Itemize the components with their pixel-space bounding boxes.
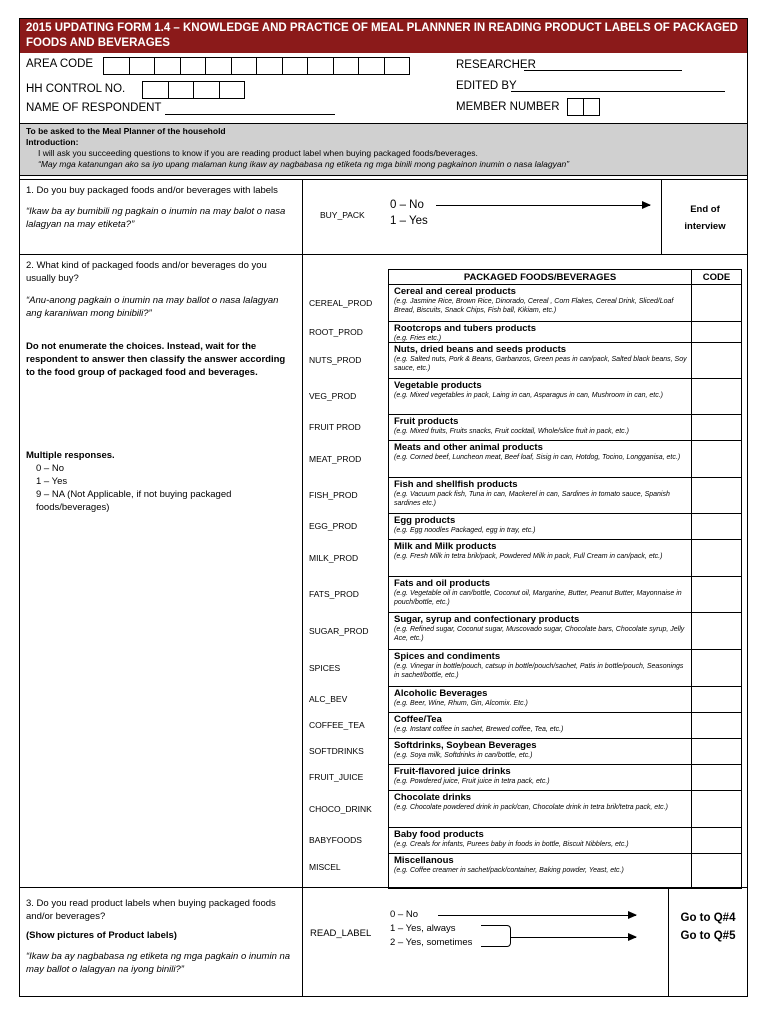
code-cell[interactable]	[692, 739, 741, 765]
intro-translation: “May mga katanungan ako sa iyo upang malaman kung ikaw ay nagbabasa ng etiketa ng mga binili mong pagkainon inumin o nasa lalagyan”	[38, 159, 570, 169]
code-cell[interactable]	[692, 322, 741, 343]
food-group-variable: FRUIT PROD	[309, 422, 361, 432]
food-group-variable: CHOCO_DRINK	[309, 803, 372, 814]
survey-form	[19, 18, 748, 997]
food-group-row	[389, 613, 741, 650]
q1-options	[390, 197, 428, 229]
code-cell[interactable]	[692, 379, 741, 415]
food-group-examples: (e.g. Mixed vegetables in pack, Laing in can, Asparagus in can, Mushroom in can, etc.)	[394, 392, 663, 399]
intro-audience: To be asked to the Meal Planner of the household	[26, 126, 226, 136]
q3-variable: READ_LABEL	[310, 928, 372, 939]
researcher-label: RESEARCHER	[456, 59, 536, 71]
packaged-foods-table	[388, 269, 742, 889]
q1-block	[26, 184, 296, 231]
food-group-examples: (e.g. Powdered juice, Fruit juice in tetra pack, etc.)	[394, 778, 550, 785]
q2-option-yes: 1 – Yes	[36, 476, 68, 487]
q2-text: 2. What kind of packaged foods and/or beverages do you usually buy?	[26, 260, 267, 284]
food-group-variable: FRUIT_JUICE	[309, 772, 364, 782]
code-cell[interactable]	[692, 713, 741, 739]
food-group-row	[389, 343, 741, 379]
introduction	[20, 123, 747, 176]
food-group-variable: NUTS_PROD	[309, 355, 362, 365]
food-group-row	[389, 687, 741, 713]
goto-q5: Go to Q#5	[680, 930, 736, 942]
food-group-row	[389, 415, 741, 441]
goto-q4: Go to Q#4	[680, 912, 736, 924]
food-group-examples: (e.g. Vacuum pack fish, Tuna in can, Mackerel in can, Sardines in tomato sauce, Spanish sardines etc.)	[394, 491, 670, 507]
bracket-icon	[481, 925, 511, 947]
code-cell[interactable]	[692, 791, 741, 828]
food-group-row	[389, 650, 741, 687]
food-group-examples: (e.g. Salted nuts, Pork & Beans, Garbanzos, Green peas in can/pack, Salted black beans, Soy sauce, etc.)	[394, 356, 687, 372]
code-cell[interactable]	[692, 650, 741, 687]
q3-option-no[interactable]: 0 – No	[390, 909, 418, 920]
q2-block	[26, 259, 296, 514]
q1-variable: BUY_PACK	[320, 210, 365, 220]
food-group-row	[389, 478, 741, 514]
food-group-row	[389, 379, 741, 415]
food-group-name: Cereal and cereal products	[394, 286, 516, 297]
q2-instruction: Do not enumerate the choices. Instead, wait for the respondent to answer then classify the answer according to the food group of packaged food and beverages.	[26, 341, 286, 378]
food-group-name: Rootcrops and tubers products	[394, 323, 536, 334]
food-group-examples: (e.g. Vegetable oil in can/bottle, Coconut oil, Margarine, Butter, Peanut Butter, Mayonnaise in pouch/bottle, etc.)	[394, 590, 682, 606]
food-group-examples: (e.g. Jasmine Rice, Brown Rice, Dinorado, Cereal , Corn Flakes, Cereal Drink, Sliced/Loaf Bread, Biscuits, Snack Chips, Fish ball, Kikiam, etc.)	[394, 298, 674, 314]
food-group-examples: (e.g. Beer, Wine, Rhum, Gin, Alcomix. Etc.)	[394, 700, 528, 707]
q3-option-always[interactable]: 1 – Yes, always	[390, 923, 456, 934]
food-group-name: Softdrinks, Soybean Beverages	[394, 740, 537, 751]
food-group-examples: (e.g. Soya milk, Softdrinks in can/bottle, etc.)	[394, 752, 533, 759]
food-group-name: Nuts, dried beans and seeds products	[394, 344, 567, 355]
q2-option-na: 9 – NA (Not Applicable, if not buying packaged foods/beverages)	[36, 489, 232, 513]
q3-option-sometimes[interactable]: 2 – Yes, sometimes	[390, 937, 473, 948]
food-group-name: Fruit products	[394, 416, 459, 427]
food-group-examples: (e.g. Fries etc.)	[394, 335, 442, 342]
q2-multiple-label: Multiple responses.	[26, 450, 115, 461]
food-group-variable: COFFEE_TEA	[309, 720, 365, 730]
edited-by-label: EDITED BY	[456, 80, 517, 92]
q3-skip-instructions	[672, 909, 744, 945]
code-cell[interactable]	[692, 478, 741, 514]
food-group-name: Spices and condiments	[394, 651, 501, 662]
food-group-row	[389, 577, 741, 613]
food-group-variable: ALC_BEV	[309, 694, 348, 704]
food-group-variable: MILK_PROD	[309, 552, 359, 563]
code-cell[interactable]	[692, 687, 741, 713]
food-group-name: Fats and oil products	[394, 578, 491, 589]
hh-control-label: HH CONTROL NO.	[26, 83, 126, 95]
area-code-label: AREA CODE	[26, 58, 94, 70]
end-interview-note: End of interview	[684, 204, 726, 232]
food-group-examples: (e.g. Creals for infants, Purees baby in foods in bottle, Biscuit Nibblers, etc.)	[394, 841, 629, 848]
respondent-field[interactable]	[165, 114, 335, 115]
food-group-examples: (e.g. Corned beef, Luncheon meat, Beef loaf, Sisig in can, Hotdog, Tocino, Longganisa, etc.)	[394, 454, 681, 461]
code-cell[interactable]	[692, 415, 741, 441]
code-cell[interactable]	[692, 343, 741, 379]
code-cell[interactable]	[692, 285, 741, 322]
code-cell[interactable]	[692, 854, 741, 881]
intro-text: I will ask you succeeding questions to know if you are reading product label when buying packaged foods/beverages.	[38, 148, 478, 158]
food-group-row	[389, 285, 741, 322]
q1-option-no[interactable]: 0 – No	[390, 199, 424, 211]
food-group-variable: MISCEL	[309, 861, 341, 872]
food-group-examples: (e.g. Mixed fruits, Fruits snacks, Fruit cocktail, Whole/slice fruit in pack, etc.)	[394, 428, 629, 435]
food-group-examples: (e.g. Instant coffee in sachet, Brewed coffee, Tea, etc.)	[394, 726, 564, 733]
food-group-name: Fruit-flavored juice drinks	[394, 766, 511, 777]
food-group-name: Chocolate drinks	[394, 792, 472, 803]
food-group-variable: ROOT_PROD	[309, 326, 363, 337]
q1-text: 1. Do you buy packaged foods and/or beverages with labels	[26, 185, 278, 196]
food-group-variable: BABYFOODS	[309, 835, 362, 845]
food-group-name: Meats and other animal products	[394, 442, 543, 453]
food-group-row	[389, 441, 741, 478]
food-group-name: Vegetable products	[394, 380, 482, 391]
q1-translation: “Ikaw ba ay bumibili ng pagkain o inumin na may balot o nasa lalagyan na may etiketa?”	[26, 206, 286, 230]
code-cell[interactable]	[692, 577, 741, 613]
area-code-boxes[interactable]	[103, 57, 409, 75]
food-group-name: Milk and Milk products	[394, 541, 497, 552]
food-group-variable: SOFTDRINKS	[309, 746, 364, 756]
food-group-examples: (e.g. Coffee creamer in sachet/pack/container, Baking powder, Yeast, etc.)	[394, 867, 624, 874]
food-group-row	[389, 540, 741, 577]
code-cell[interactable]	[692, 613, 741, 650]
food-group-name: Alcoholic Beverages	[394, 688, 488, 699]
q3-text: 3. Do you read product labels when buying packaged foods and/or beverages?	[26, 898, 276, 922]
food-group-examples: (e.g. Fresh Milk in tetra brik/pack, Powdered Milk in pack, Full Cream in can/pack, etc.)	[394, 553, 663, 560]
food-group-variable: FISH_PROD	[309, 490, 358, 500]
food-group-variable: VEG_PROD	[309, 391, 357, 401]
code-cell[interactable]	[692, 828, 741, 854]
q3-block	[26, 897, 296, 976]
food-group-row	[389, 854, 741, 881]
food-group-variable: SUGAR_PROD	[309, 625, 369, 636]
q2-option-no: 0 – No	[36, 463, 64, 474]
member-number-label: MEMBER NUMBER	[456, 101, 560, 113]
food-group-name: Coffee/Tea	[394, 714, 442, 725]
respondent-label: NAME OF RESPONDENT	[26, 102, 162, 114]
food-group-name: Miscellanous	[394, 855, 454, 866]
food-group-examples: (e.g. Refined sugar, Coconut sugar, Muscovado sugar, Chocolate bars, Chocolate syrup, Jelly Ace, etc.)	[394, 626, 685, 642]
food-group-variable: SPICES	[309, 662, 341, 673]
q2-translation: “Anu-anong pagkain o inumin na may ballot o nasa lalagyan ang karaniwan mong binibili?”	[26, 295, 279, 319]
food-group-variable: CEREAL_PROD	[309, 297, 373, 308]
food-group-variable: MEAT_PROD	[309, 453, 362, 464]
arrow-icon	[438, 915, 636, 916]
food-group-row	[389, 791, 741, 828]
intro-heading: Introduction:	[26, 137, 79, 147]
code-cell[interactable]	[692, 540, 741, 577]
code-cell[interactable]	[692, 765, 741, 791]
food-group-variable: EGG_PROD	[309, 521, 358, 531]
member-number-boxes[interactable]	[567, 98, 599, 116]
food-group-row	[389, 713, 741, 739]
food-group-examples: (e.g. Chocolate powdered drink in pack/can, Chocolate drink in tetra brik/tetra pack, etc.)	[394, 804, 668, 811]
food-group-examples: (e.g. Egg noodles Packaged, egg in tray, etc.)	[394, 527, 536, 534]
code-cell[interactable]	[692, 514, 741, 540]
food-group-name: Egg products	[394, 515, 456, 526]
food-group-row	[389, 514, 741, 540]
edited-by-field[interactable]	[511, 91, 725, 92]
q3-translation: “Ikaw ba ay nagbabasa ng etiketa ng mga pagkain o inumin na may ballot o lalagyan na iyong binili?”	[26, 951, 291, 975]
form-title: 2015 UPDATING FORM 1.4 – KNOWLEDGE AND PRACTICE OF MEAL PLANNNER IN READING PRODUCT LABELS OF PACKAGED FOODS AND BEVERAGES	[20, 19, 747, 53]
researcher-field[interactable]	[524, 70, 682, 71]
food-group-row	[389, 322, 741, 343]
arrow-icon	[436, 205, 650, 206]
table-header-foods: PACKAGED FOODS/BEVERAGES	[389, 270, 691, 285]
q3-show-note: (Show pictures of Product labels)	[26, 930, 177, 941]
code-cell[interactable]	[692, 441, 741, 478]
food-group-name: Sugar, syrup and confectionary products	[394, 614, 580, 625]
food-group-name: Baby food products	[394, 829, 484, 840]
hh-control-boxes[interactable]	[142, 81, 244, 99]
q1-option-yes[interactable]: 1 – Yes	[390, 215, 428, 227]
arrow-icon	[511, 937, 636, 938]
food-group-variable: FATS_PROD	[309, 589, 359, 599]
food-group-row	[389, 739, 741, 765]
food-group-examples: (e.g. Vinegar in bottle/pouch, catsup in bottle/pouch/sachet, Patis in bottle/pouch, Seasonings in sachet/bottle, etc.)	[394, 663, 684, 679]
food-group-name: Fish and shellfish products	[394, 479, 518, 490]
food-group-row	[389, 765, 741, 791]
table-header-code: CODE	[691, 270, 741, 285]
food-group-row	[389, 828, 741, 854]
